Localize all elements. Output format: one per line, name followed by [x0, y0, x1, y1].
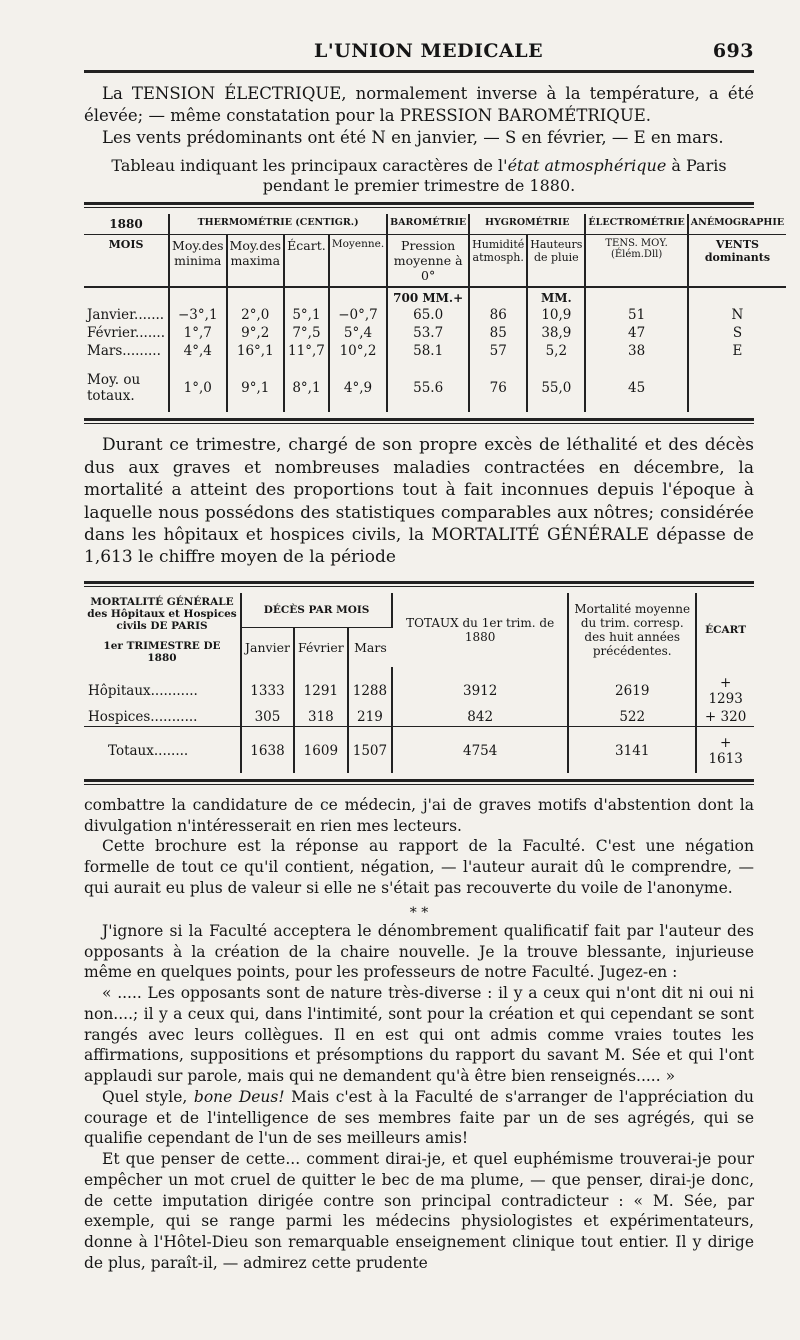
sub-humidite: Humidité atmosph.	[469, 235, 527, 288]
mortality-table	[84, 593, 754, 773]
cell-min: 4°,4	[169, 342, 227, 360]
table-row	[84, 306, 786, 324]
cell-tension: 38	[585, 342, 687, 360]
cell-ecart: + 320	[704, 708, 747, 725]
cell-janvier: 305	[241, 708, 294, 727]
cell-ecart: 8°,1	[284, 360, 329, 412]
cell-min: 1°,7	[169, 324, 227, 342]
cell-janvier: 1333	[241, 667, 294, 708]
table-row	[84, 324, 786, 342]
page-number: 693	[712, 40, 754, 62]
cell-pluie: 38,9	[527, 324, 585, 342]
cell-pression: 55.6	[387, 360, 469, 412]
cell-totaux: 3912	[392, 667, 568, 708]
table2-top-rule	[84, 581, 754, 587]
row-month: Mars.........	[84, 342, 169, 360]
mortality-head	[84, 593, 241, 667]
body-paragraph-5	[84, 1087, 754, 1149]
row-label: Totaux........	[84, 726, 241, 773]
row-month: Janvier.......	[84, 306, 169, 324]
col-electrometrie: ÉLECTROMÉTRIE	[585, 214, 687, 235]
cell-mars: 1507	[348, 726, 392, 773]
cell-totaux: 4754	[392, 726, 568, 773]
sub-ecart: Écart.	[284, 235, 329, 288]
cell-moyenne: 5°,4	[329, 324, 387, 342]
cell-pression: 53.7	[387, 324, 469, 342]
running-header	[84, 40, 754, 62]
p5-italic: bone Deus!	[193, 1087, 285, 1106]
row-label: Hôpitaux...........	[84, 667, 241, 708]
sub-vents: VENTS dominants	[688, 235, 786, 288]
sub-moyenne: Moyenne.	[329, 235, 387, 288]
journal-title: L'UNION MEDICALE	[314, 40, 544, 62]
caption-italic: état atmosphérique	[507, 156, 667, 176]
cell-vents: E	[732, 343, 743, 360]
cell-pression: 58.1	[387, 342, 469, 360]
cell-moyenne: 10°,2	[329, 342, 387, 360]
cell-moyenne: 522	[568, 708, 696, 727]
body-paragraph-4: « ..... Les opposants sont de nature très-diverse : il y a ceux qui n'ont dit ni oui ni non....; il y a ceux qui, dans l'intimité, sont pour la création et qui cependant se sont rangés avec leurs collègues. Il en est qui ont admis comme vraies toutes les affirmations, suppositions et présomptions du rapport du savant M. Sée et qui l'ont applaudi sur parole, mais qui ne demandent qu'à être bien renseignés..... »	[84, 984, 754, 1086]
mortality-head-sub: 1er TRIMESTRE DE 1880	[103, 639, 221, 664]
cell-pluie: 55,0	[527, 360, 585, 412]
body-paragraph-3: J'ignore si la Faculté acceptera le dénombrement qualificatif fait par l'auteur des opposants à la création de la chaire nouvelle. Je la trouve blessante, injurieuse même en quelques points, pour les professeurs de notre Faculté. Jugez-en :	[84, 921, 754, 982]
col-mortalite: Mortalité moyenne du trim. corresp. des huit années précédentes.	[568, 593, 696, 667]
col-anemographie: ANÉMOGRAPHIE	[690, 217, 785, 229]
row-label: Hospices...........	[84, 708, 241, 727]
sub-fevrier: Février	[294, 627, 348, 667]
row-month: Moy. ou totaux.	[84, 360, 169, 412]
caption-suffix: à Paris pendant le premier trimestre de 1880.	[262, 156, 727, 196]
intro-paragraph-1: La TENSION ÉLECTRIQUE, normalement inverse à la température, a été élevée; — même constatation pour la PRESSION BAROMÉTRIQUE.	[84, 84, 754, 125]
table-caption	[84, 156, 754, 196]
cell-moyenne: 3141	[568, 726, 696, 773]
caption-prefix: Tableau indiquant les principaux caractères de l'	[111, 156, 508, 176]
cell-ecart: 5°,1	[284, 306, 329, 324]
table-bottom-rule	[84, 418, 754, 424]
cell-max: 9°,1	[227, 360, 285, 412]
body-text	[84, 795, 754, 1274]
p5-start: Quel style,	[102, 1087, 194, 1106]
cell-mars: 1288	[348, 667, 392, 708]
cell-ecart: + 1293	[708, 674, 743, 707]
cell-moyenne: 4°,9	[329, 360, 387, 412]
cell-humidite: 57	[469, 342, 527, 360]
intro-paragraph-2: Les vents prédominants ont été N en janvier, — S en février, — E en mars.	[102, 127, 724, 147]
cell-pluie: 10,9	[527, 306, 585, 324]
cell-pression: 65.0	[387, 306, 469, 324]
cell-tension: 45	[585, 360, 687, 412]
weather-table	[84, 214, 786, 412]
table-total-row	[84, 726, 754, 773]
cell-max: 9°,2	[227, 324, 285, 342]
col-thermometrie: THERMOMÉTRIE (CENTIGR.)	[169, 214, 387, 235]
body-paragraph-6: Et que penser de cette... comment dirai-je, et quel euphémisme trouverai-je pour empêcher un mot cruel de quitter le bec de ma plume, — que penser, dirai-je donc, de cette imputation dirigée contre son principal contradicteur : « M. Sée, par exemple, qui se range parmi les médecins physiologistes et expérimentateurs, donne à l'Hôtel-Dieu son remarquable enseignement clinique tout entier. Il y dirige de plus, paraît-il, — admirez cette prudente	[84, 1150, 754, 1272]
cell-tension: 47	[585, 324, 687, 342]
cell-ecart: 7°,5	[284, 324, 329, 342]
p5-end: Mais c'est à la Faculté de s'arranger de l'appréciation du courage et de l'intelligence de ses membres faite par un de ses agrégés, qui se qualifie cependant de l'un de ses meilleurs amis!	[84, 1087, 755, 1148]
row-month: Février.......	[84, 324, 169, 342]
table-top-rule	[84, 202, 754, 208]
cell-humidite: 76	[469, 360, 527, 412]
col-hygrometrie: HYGROMÉTRIE	[469, 214, 585, 235]
mortality-paragraph: Durant ce trimestre, chargé de son propre excès de léthalité et des décès dus aux graves et nombreuses maladies contractées en décembre, la mortalité a atteint des proportions tout à fait inconnues depuis l'époque à laquelle nous possédons des statistiques comparables aux nôtres; considérée dans les hôpitaux et hospices civils, la MORTALITÉ GÉNÉRALE dépasse de 1,613 le chiffre moyen de la période	[84, 435, 754, 568]
cell-moyenne: −0°,7	[329, 306, 387, 324]
cell-totaux: 842	[392, 708, 568, 727]
cell-min: −3°,1	[169, 306, 227, 324]
cell-tension: 51	[585, 306, 687, 324]
col-year: 1880	[84, 214, 169, 235]
sub-janvier: Janvier	[241, 627, 294, 667]
cell-janvier: 1638	[241, 726, 294, 773]
cell-humidite: 85	[469, 324, 527, 342]
header-rule	[84, 70, 754, 73]
sub-pression: Pression moyenne à 0°	[387, 235, 469, 288]
cell-ecart: 11°,7	[284, 342, 329, 360]
table-row	[84, 708, 754, 727]
sub-mois: MOIS	[84, 235, 169, 288]
cell-fevrier: 1609	[294, 726, 348, 773]
cell-max: 2°,0	[227, 306, 285, 324]
body-paragraph-1: combattre la candidature de ce médecin, j'ai de graves motifs d'abstention dont la divulgation n'intéresserait en rien mes lecteurs.	[84, 795, 754, 835]
cell-vents	[688, 360, 786, 412]
table2-bottom-rule	[84, 779, 754, 785]
cell-vents: N	[731, 307, 744, 324]
col-deces: DÉCÈS PAR MOIS	[241, 593, 392, 627]
cell-max: 16°,1	[227, 342, 285, 360]
sub-min: Moy.des minima	[169, 235, 227, 288]
col-barometrie: BAROMÉTRIE	[387, 214, 469, 235]
sub-mars: Mars	[348, 627, 392, 667]
unit-pression: 700 MM.+	[387, 287, 469, 306]
sub-pluie: Hauteurs de pluie	[527, 235, 585, 288]
sub-max: Moy.des maxima	[227, 235, 285, 288]
cell-mars: 219	[348, 708, 392, 727]
cell-fevrier: 1291	[294, 667, 348, 708]
sub-tension: TENS. MOY. (Élém.Dll)	[585, 235, 687, 288]
cell-ecart: + 1613	[696, 726, 754, 773]
section-stars: * *	[409, 904, 429, 921]
table-total-row	[84, 360, 786, 412]
col-ecart: ÉCART	[705, 623, 747, 636]
col-totaux: TOTAUX du 1er trim. de 1880	[392, 593, 568, 667]
cell-min: 1°,0	[169, 360, 227, 412]
cell-humidite: 86	[469, 306, 527, 324]
unit-pluie: MM.	[527, 287, 585, 306]
cell-pluie: 5,2	[527, 342, 585, 360]
table-row	[84, 342, 786, 360]
cell-vents: S	[732, 325, 743, 342]
cell-fevrier: 318	[294, 708, 348, 727]
cell-moyenne: 2619	[568, 667, 696, 708]
mortality-head-title: MORTALITÉ GÉNÉRALE des Hôpitaux et Hospices civils DE PARIS	[87, 595, 237, 632]
body-paragraph-2: Cette brochure est la réponse au rapport de la Faculté. C'est une négation formelle de tout ce qu'il contient, négation, — l'auteur aurait dû le comprendre, — qui aurait eu plus de valeur si elle ne s'était pas recouverte du voile de l'anonyme.	[84, 837, 754, 897]
table-row	[84, 667, 754, 708]
